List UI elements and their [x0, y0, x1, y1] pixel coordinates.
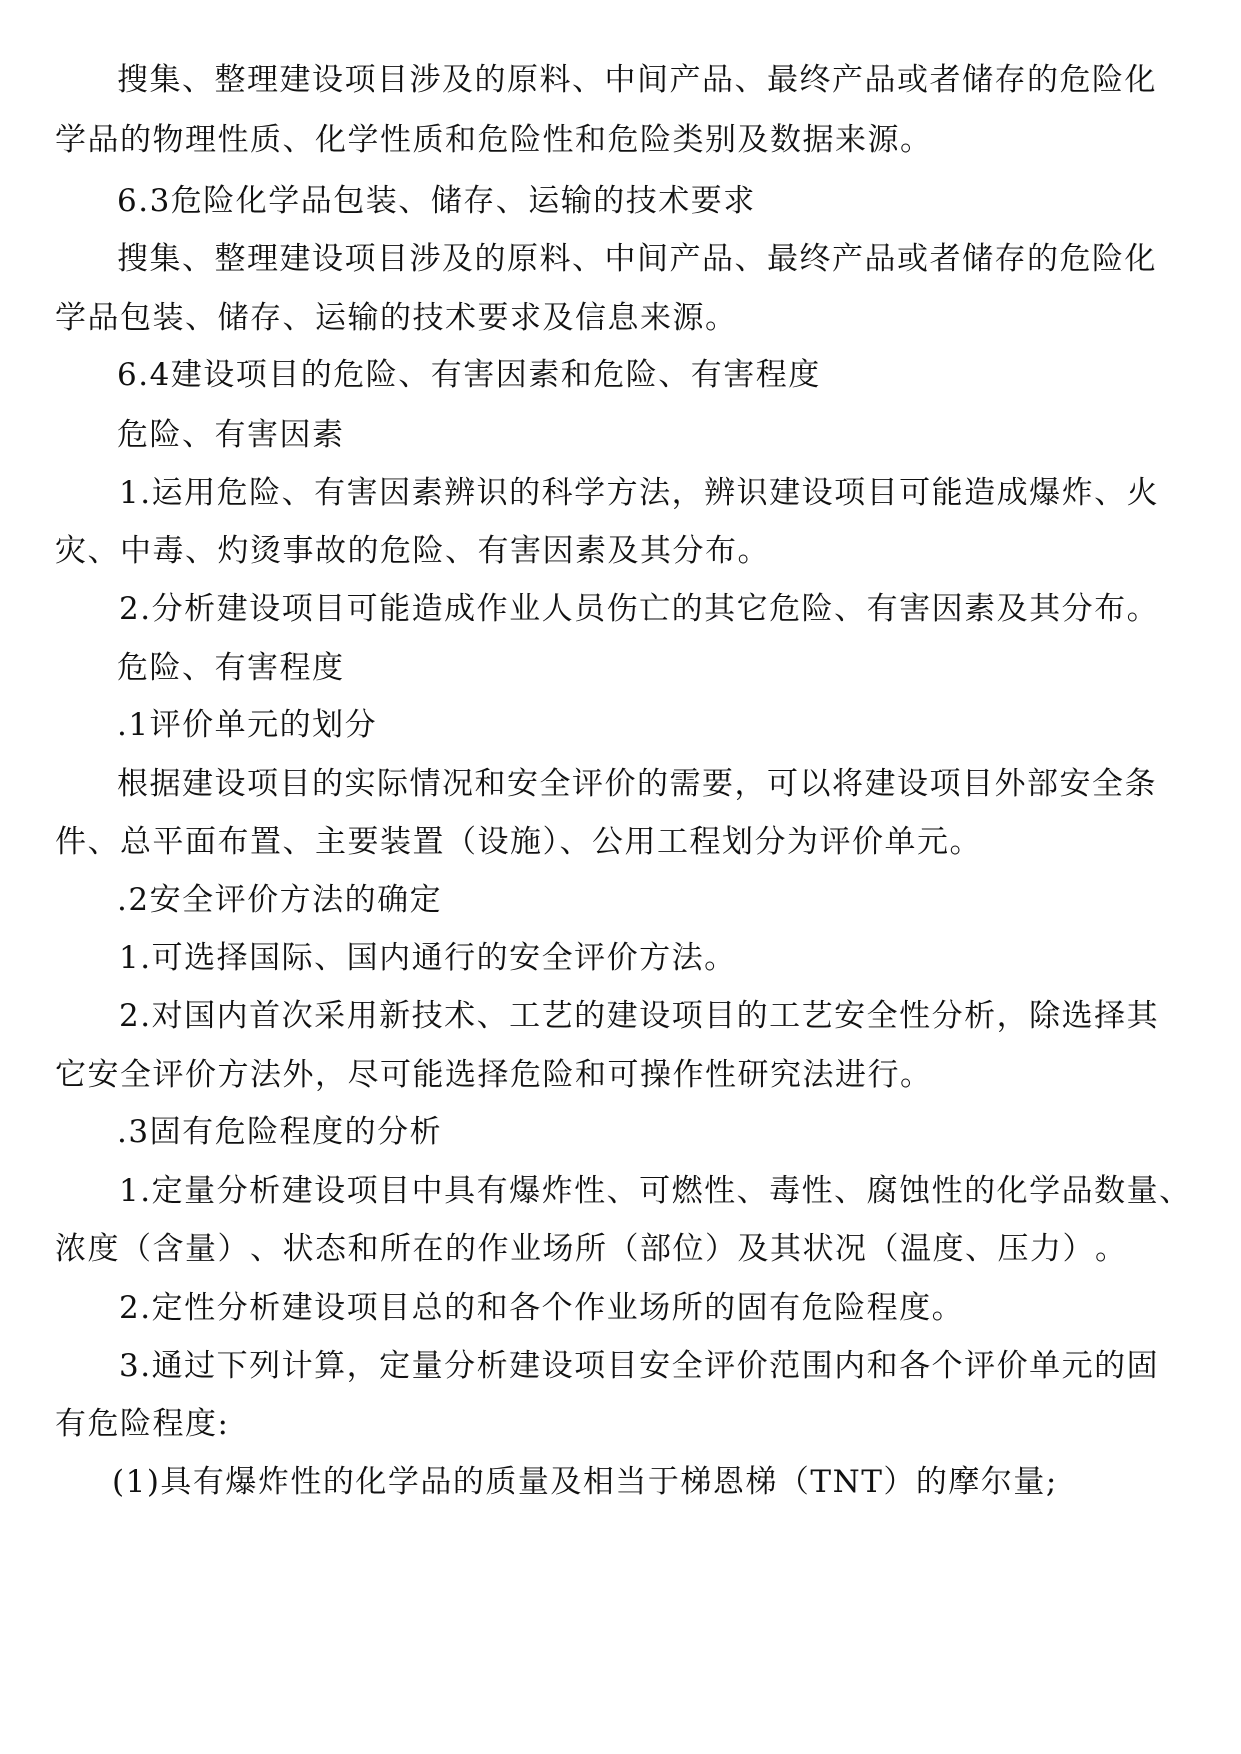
list-item-line: 3 . 通 过 下 列 计 算 ， 定 量 分 析 建 设 项 目 安 全 评 价 范 围 内 和 各 个 评 价 单 元 的 固 [119, 1348, 1160, 1384]
subsection-heading: .3固有危险程度的分析 [117, 1114, 443, 1150]
section-heading: 6.3危险化学品包装、储存、运输的技术要求 [117, 183, 756, 219]
list-item-line: 浓 度 （ 含 量 ） 、 状 态 和 所 在 的 作 业 场 所 （ 部 位 ） 及 其 状 况 （ 温 度 、 压 力 ） 。 [55, 1231, 1128, 1267]
section-heading: 6.4建设项目的危险、有害因素和危险、有害程度 [117, 357, 821, 393]
subsection-heading: .1评价单元的划分 [117, 707, 378, 743]
subsection-heading: .2安全评价方法的确定 [117, 882, 443, 918]
list-item-line: 2.定性分析建设项目总的和各个作业场所的固有危险程度。 [119, 1290, 965, 1326]
paragraph-line: 搜 集 、 整 理 建 设 项 目 涉 及 的 原 料 、 中 间 产 品 、 最 终 产 品 或 者 储 存 的 危 险 化 [117, 241, 1157, 277]
subsection-heading: 危险、有害因素 [117, 417, 345, 453]
subsection-heading: 危险、有害程度 [117, 650, 345, 686]
list-item-line: 灾、中毒、灼烫事故的危险、有害因素及其分布。 [55, 533, 770, 569]
list-item-line: 1 . 运 用 危 险 、 有 害 因 素 辨 识 的 科 学 方 法 ， 辨 识 建 设 项 目 可 能 造 成 爆 炸 、 火 [119, 475, 1160, 511]
list-item-line: 它安全评价方法外，尽可能选择危险和可操作性研究法进行。 [55, 1057, 933, 1093]
list-item-line: 1 . 定 量 分 析 建 设 项 目 中 具 有 爆 炸 性 、 可 燃 性 、 毒 性 、 腐 蚀 性 的 化 学 品 数 量 、 [119, 1173, 1192, 1209]
paragraph-line: 搜 集 、 整 理 建 设 项 目 涉 及 的 原 料 、 中 间 产 品 、 最 终 产 品 或 者 储 存 的 危 险 化 [117, 62, 1157, 98]
list-item-line: 2 . 对 国 内 首 次 采 用 新 技 术 、 工 艺 的 建 设 项 目 的 工 艺 安 全 性 分 析 ， 除 选 择 其 [119, 998, 1160, 1034]
list-item-line: (1)具有爆炸性的化学品的质量及相当于梯恩梯（TNT）的摩尔量; [112, 1464, 1058, 1500]
paragraph-line: 学品包装、储存、运输的技术要求及信息来源。 [55, 300, 738, 336]
list-item-line: 有危险程度: [55, 1406, 230, 1442]
paragraph-line: 件、总平面布置、主要装置（设施）、公用工程划分为评价单元。 [55, 824, 982, 860]
list-item-line: 1.可选择国际、国内通行的安全评价方法。 [119, 940, 737, 976]
list-item-line: 2 . 分 析 建 设 项 目 可 能 造 成 作 业 人 员 伤 亡 的 其 它 危 险 、 有 害 因 素 及 其 分 布 。 [119, 591, 1160, 627]
paragraph-line: 学品的物理性质、化学性质和危险性和危险类别及数据来源。 [55, 122, 933, 158]
paragraph-line: 根 据 建 设 项 目 的 实 际 情 况 和 安 全 评 价 的 需 要 ， 可 以 将 建 设 项 目 外 部 安 全 条 [117, 766, 1157, 802]
